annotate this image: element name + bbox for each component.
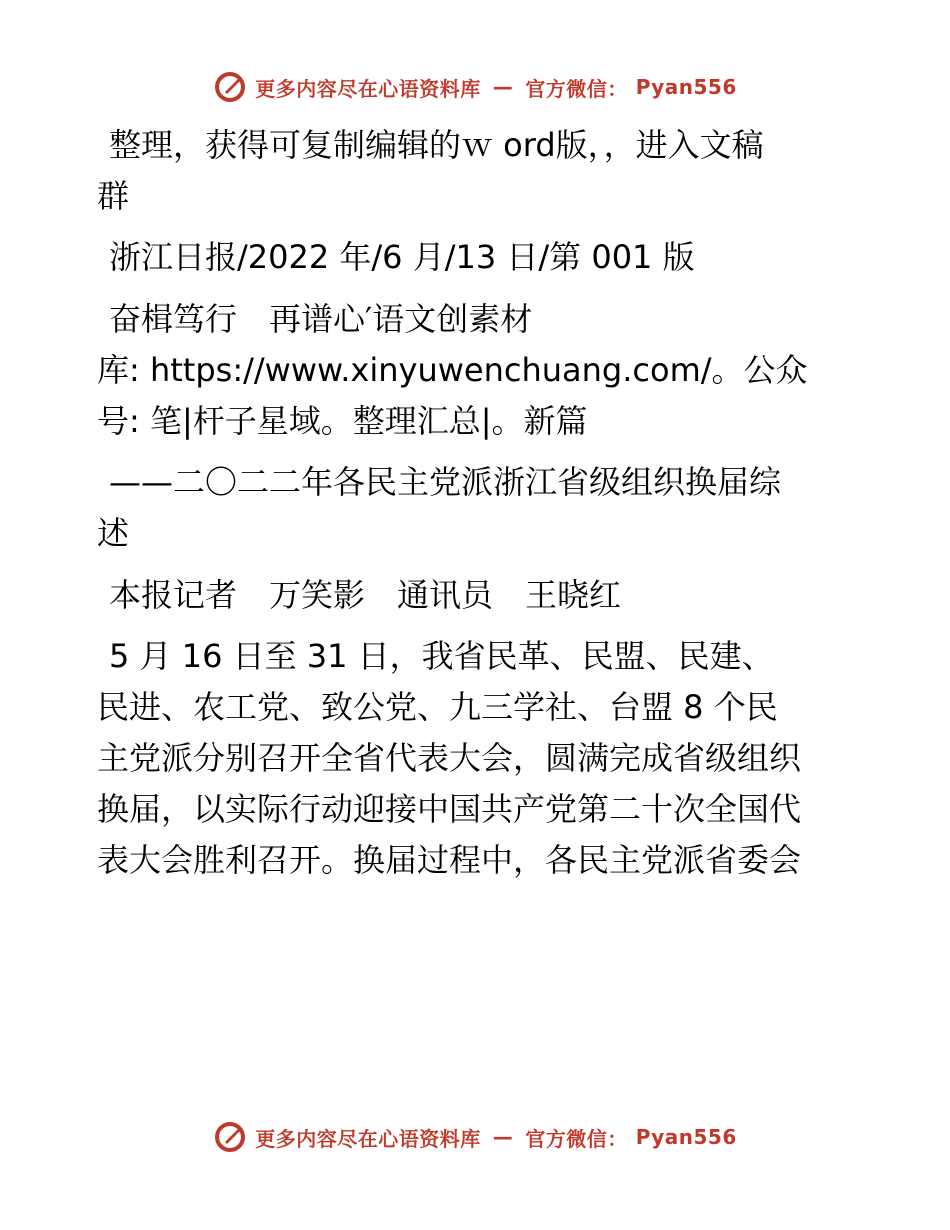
- spacer: [97, 222, 857, 232]
- footer-contact-label: 官方微信：: [525, 1126, 628, 1151]
- header-dash: —: [492, 75, 514, 99]
- footer-contact-value: Pyan556: [635, 1125, 737, 1149]
- body-line-12: 主党派分别召开全省代表大会，圆满完成省级组织: [97, 739, 802, 778]
- header-brand-text: 更多内容尽在心语资料库: [255, 76, 481, 101]
- body-line-11: 民进、农工党、致公党、九三学社、台盟 8 个民: [97, 687, 778, 726]
- spacer: [97, 284, 857, 294]
- footer-dash: —: [492, 1125, 514, 1149]
- pen-badge-icon: [213, 1120, 247, 1154]
- article-content: [97, 120, 857, 887]
- header-banner: [0, 70, 950, 104]
- header-contact-label: 官方微信：: [525, 76, 628, 101]
- body-line-10: 5 月 16 日至 31 日，我省民革、民盟、民建、: [109, 636, 774, 675]
- pen-badge-icon: [213, 70, 247, 104]
- body-line-9: 本报记者 万笑影 通讯员 王晓红: [109, 575, 622, 614]
- body-line-1: 整理，获得可复制编辑的ｗ ord版，，进入文稿: [109, 126, 764, 164]
- body-line-13: 换届，以实际行动迎接中国共产党第二十次全国代: [97, 790, 802, 829]
- body-line-4: 奋楫笃行 再谱心′语文创素材: [109, 299, 533, 338]
- body-line-7: ——二〇二二年各民主党派浙江省级组织换届综: [109, 463, 782, 502]
- spacer: [97, 621, 857, 631]
- spacer: [97, 560, 857, 570]
- footer-brand-text: 更多内容尽在心语资料库: [255, 1126, 481, 1151]
- body-line-3: 浙江日报/2022 年/6 月/13 日/第 001 版: [109, 238, 695, 277]
- body-line-2: 群: [97, 177, 130, 216]
- body-line-5: 库: https://www.xinyuwenchuang.com/。公众: [97, 350, 808, 389]
- footer-banner: [0, 1120, 950, 1154]
- body-line-8: 述: [97, 514, 130, 553]
- body-line-6: 号: 笔|杆子星域。整理汇总|。新篇: [97, 401, 588, 440]
- spacer: [97, 447, 857, 457]
- body-line-14: 表大会胜利召开。换届过程中，各民主党派省委会: [97, 841, 802, 880]
- header-contact-value: Pyan556: [635, 75, 737, 99]
